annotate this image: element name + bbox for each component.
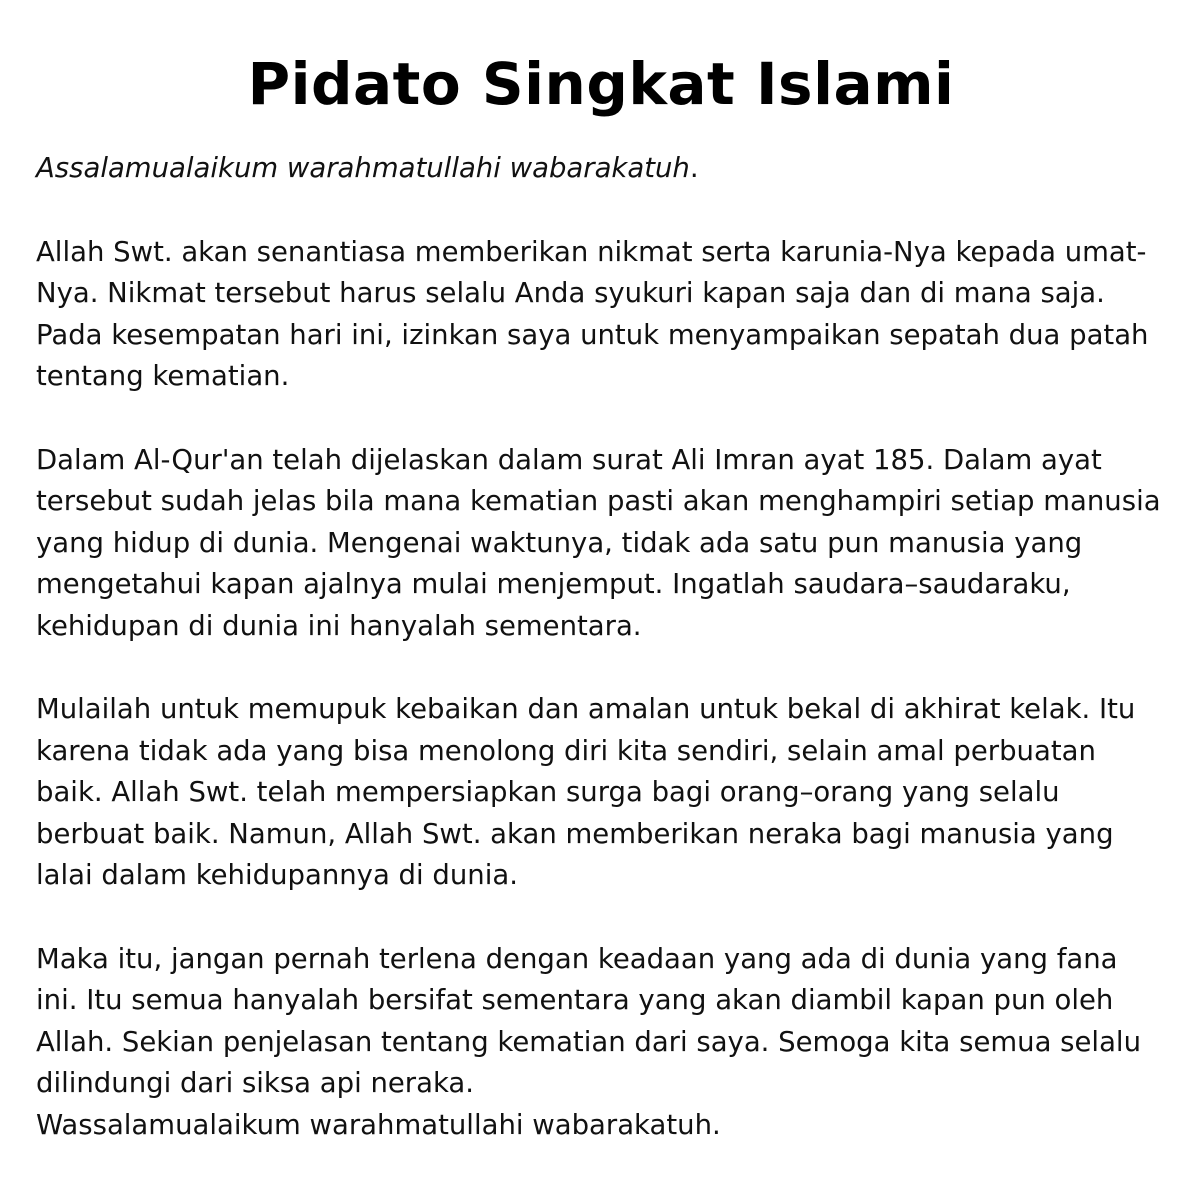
paragraph-gratitude: Allah Swt. akan senantiasa memberikan nikmat serta karunia-Nya kepada umat-Nya. Nikmat tersebut harus selalu Anda syukuri kapan saja dan di mana saja. Pada kesempatan hari ini, izinkan saya untuk menyampaikan sepatah dua patah tentang kematian.: [36, 235, 1149, 392]
paragraph-good-deeds: Mulailah untuk memupuk kebaikan dan amalan untuk bekal di akhirat kelak. Itu karena tidak ada yang bisa menolong diri kita sendiri, selain amal perbuatan baik. Allah Swt. telah mempersiapkan surga bagi orang–orang yang selalu berbuat baik. Namun, Allah Swt. akan memberikan neraka bagi manusia yang lalai dalam kehidupannya di dunia.: [36, 693, 1136, 891]
opening-salam: Assalamualaikum warahmatullahi wabarakatuh: [36, 152, 690, 184]
closing-greeting: Wassalamualaikum warahmatullahi wabarakatuh.: [36, 1108, 721, 1141]
paragraph-conclusion: Maka itu, jangan pernah terlena dengan keadaan yang ada di dunia yang fana ini. Itu semua hanyalah bersifat sementara yang akan diambil kapan pun oleh Allah. Sekian penjelasan tentang kematian dari saya. Semoga kita semua selalu dilindungi dari siksa api neraka.: [36, 942, 1141, 1099]
greeting-period: .: [689, 152, 699, 184]
paragraph-death-quran: Dalam Al-Qur'an telah dijelaskan dalam surat Ali Imran ayat 185. Dalam ayat tersebut sudah jelas bila mana kematian pasti akan menghampiri setiap manusia yang hidup di dunia. Mengenai waktunya, tidak ada satu pun manusia yang mengetahui kapan ajalnya mulai menjemput. Ingatlah saudara–saudaraku, kehidupan di dunia ini hanyalah sementara.: [36, 443, 1161, 642]
document-title: Pidato Singkat Islami: [247, 50, 955, 118]
opening-greeting: [36, 148, 1166, 190]
